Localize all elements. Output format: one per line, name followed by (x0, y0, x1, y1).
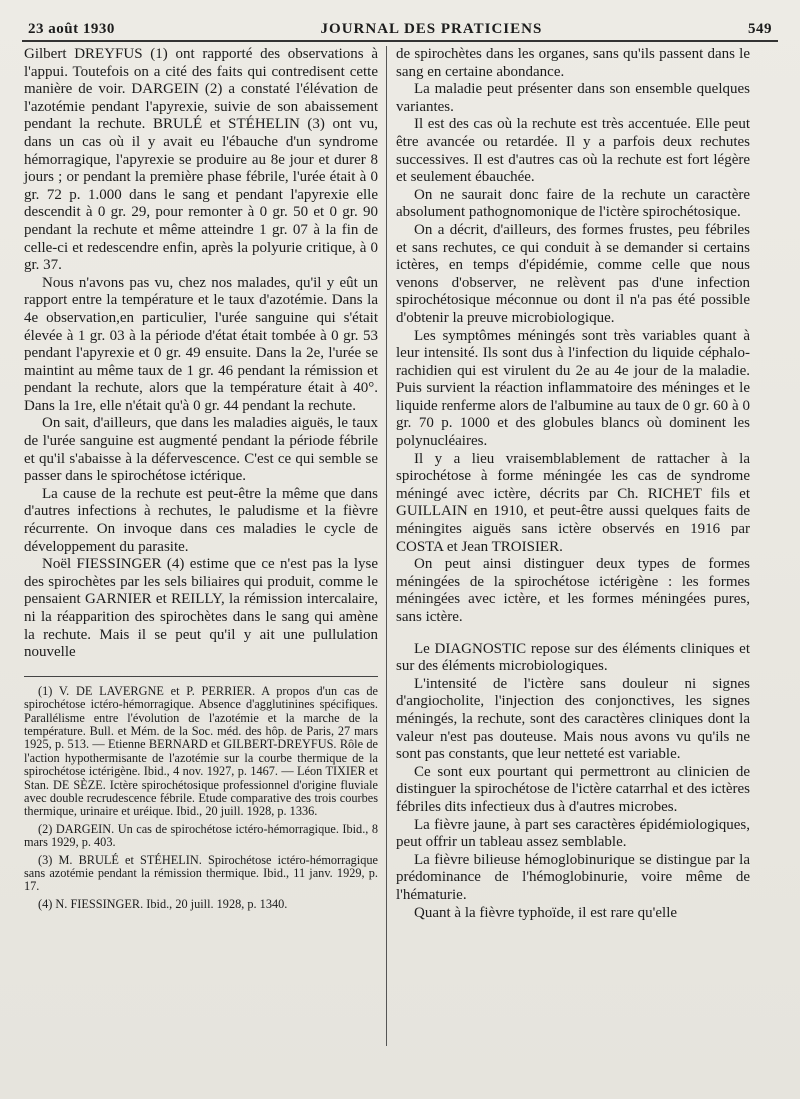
right-paragraph-2: La maladie peut présenter dans son ensemble quelques variantes. (396, 81, 750, 115)
right-paragraph-8: On peut ainsi distinguer deux types de formes méningées de la spirochétose ictérigène : les formes méningées avec ictère, et les formes méningées pures, sans ictère. (396, 556, 750, 625)
right-column (396, 46, 750, 922)
right-paragraph-7: Il y a lieu vraisemblablement de rattacher à la spirochétose à forme méningée les cas de syndrome méningé avec ictère, décrits par Ch. RICHET fils et GUILLAIN en 1910, et peut-être aussi quelques faits de méningites aiguës sans ictère observés en 1916 par COSTA et Jean TROISIER. (396, 450, 750, 555)
page-header (28, 12, 772, 38)
right-paragraph-5: On a décrit, d'ailleurs, des formes frustes, peu fébriles et sans rechutes, ce qui conduit à se demander si certains ictères, en temps d'épidémie, comme celle que nous venons d'observer, ne relèvent pas d'une infection spirochétosique méconnue ou dont il n'a pas été possible d'obtenir la preuve microbiologique. (396, 221, 750, 326)
right-paragraph-13: La fièvre bilieuse hémoglobinurique se distingue par la prédominance de l'hémoglobinurie, voire même de l'hématurie. (396, 851, 750, 903)
page-number: 549 (747, 21, 772, 37)
header-rule (22, 40, 778, 42)
right-paragraph-3: Il est des cas où la rechute est très accentuée. Elle peut être avancée ou retardée. Il y a parfois deux rechutes successives. Il est d'autres cas où la rechute est fort légère et seulement ébauchée. (396, 116, 750, 186)
footnotes (24, 685, 378, 912)
left-paragraph-1: Gilbert DREYFUS (1) ont rapporté des observations à l'appui. Toutefois on a cité des faits qui contredisent cette manière de voir. DARGEIN (2) a constaté l'élévation de l'azotémie pendant l'apyrexie, suivie de son abaissement pendant la rechute. BRULÉ et STÉHELIN (3) ont vu, dans un cas où il y avait eu l'ébauche d'un syndrome hémorragique, l'apyrexie se produire au 8e jour et durer 8 jours ; or pendant la première phase fébrile, l'urée était à 0 gr. 72 p. 1.000 dans le sang et pendant l'apyrexie elle descendit à 0 gr. 29, pour remonter à 0 gr. 50 et 0 gr. 90 pendant la rechute et même atteindre 1 gr. 07 à la fin de celle-ci et redescendre enfin, après la polyurie critique, à 0 gr. 37. (24, 46, 378, 274)
right-paragraph-1: de spirochètes dans les organes, sans qu'ils passent dans le sang en certaine abondance. (396, 46, 750, 80)
right-paragraph-12: La fièvre jaune, à part ses caractères épidémiologiques, peut offrir un tableau assez semblable. (396, 816, 750, 851)
footnote-2: (2) DARGEIN. Un cas de spirochétose ictéro-hémorragique. Ibid., 8 mars 1929, p. 403. (24, 821, 378, 850)
footnote-rule (24, 676, 378, 677)
header-date: 23 août 1930 (28, 21, 115, 37)
right-paragraph-11: Ce sont eux pourtant qui permettront au clinicien de distinguer la spirochétose de l'ictère catarrhal et des ictères fébriles dits infectieux dus à d'autres microbes. (396, 763, 750, 815)
left-paragraph-5: Noël FIESSINGER (4) estime que ce n'est pas la lyse des spirochètes par les sels biliaires qui produit, comme le pensaient GARNIER et REILLY, la rémission intercalaire, ni la réapparition des spirochètes dans le sang qui amène la rechute. Mais il se peut qu'il y ait une pullulation nouvelle (24, 556, 378, 661)
right-paragraph-4: On ne saurait donc faire de la rechute un caractère absolument pathognomonique de l'ictère spirochétosique. (396, 186, 750, 221)
column-divider (386, 46, 387, 1046)
right-paragraph-14: Quant à la fièvre typhoïde, il est rare qu'elle (414, 904, 678, 921)
left-column (24, 46, 378, 915)
left-paragraph-4: La cause de la rechute est peut-être la même que dans d'autres infections à rechutes, le paludisme et la fièvre récurrente. On invoque dans ces maladies le cycle de développement du parasite. (24, 485, 378, 555)
footnote-4: (4) N. FIESSINGER. Ibid., 20 juill. 1928, p. 1340. (38, 896, 288, 911)
right-paragraph-9: Le DIAGNOSTIC repose sur des éléments cliniques et sur des éléments microbiologiques. (396, 640, 750, 675)
left-paragraph-2: Nous n'avons pas vu, chez nos malades, qu'il y eût un rapport entre la température et le taux d'azotémie. Dans la 4e observation,en particulier, l'urée sanguine qui s'était élevée à 1 gr. 03 à la période d'état était tombée à 0 gr. 53 pendant l'apyrexie et 0 gr. 49 ensuite. Dans la 2e, l'urée se maintint au même taux de 1 gr. 46 pendant la rémission et pendant la rechute, alors que la température était à 40°. Dans la 1re, elle n'était qu'à 0 gr. 44 pendant la rechute. (24, 274, 378, 414)
footnote-3: (3) M. BRULÉ et STÉHELIN. Spirochétose ictéro-hémorragique sans azotémie pendant la rémission thermique. Ibid., 11 janv. 1929, p. 17. (24, 852, 378, 894)
right-paragraph-10: L'intensité de l'ictère sans douleur ni signes d'angiocholite, l'injection des conjonctives, les signes méningés, la rechute, sont des caractères cliniques dont la valeur n'est pas douteuse. Mais nous avons vu qu'ils ne sont pas constants, que leur netteté est variable. (396, 675, 750, 763)
footnote-1: (1) V. DE LAVERGNE et P. PERRIER. A propos d'un cas de spirochétose ictéro-hémorragique. Absence d'agglutinines spécifiques. Parallélisme entre l'évolution de l'azotémie et la marche de la température. Bull. et Mém. de la Soc. méd. des hôp. de Paris, 27 mars 1925, p. 513. — Etienne BERNARD et GILBERT-DREYFUS. Rôle de l'action hypothermisante de l'azotémie sur la courbe thermique de la spirochétose ictérigène. Ibid., 4 nov. 1927, p. 1467. — Léon TIXIER et Stan. DE SÈZE. Ictère spirochétosique professionnel d'origine fluviale avec double recrudescence fébrile. Etude comparative des trois courbes thermique, urinaire et uréique. Ibid., 20 juill. 1928, p. 1336. (24, 683, 378, 819)
left-paragraph-3: On sait, d'ailleurs, que dans les maladies aiguës, le taux de l'urée sanguine est augmenté pendant la période fébrile et qu'il s'abaisse à la défervescence. C'est ce qui semble se passer dans le spirochétose ictérique. (24, 415, 378, 485)
right-paragraph-6: Les symptômes méningés sont très variables quant à leur intensité. Ils sont dus à l'infection du liquide céphalo-rachidien qui est virulent du 2e au 4e jour de la maladie. Puis survient la réaction inflammatoire des méninges et le liquide renferme alors de l'albumine au taux de 0 gr. 60 à 0 gr. 70 p. 1000 et des globules blancs où dominent les polynucléaires. (396, 327, 750, 450)
journal-title: JOURNAL DES PRATICIENS (320, 21, 543, 37)
